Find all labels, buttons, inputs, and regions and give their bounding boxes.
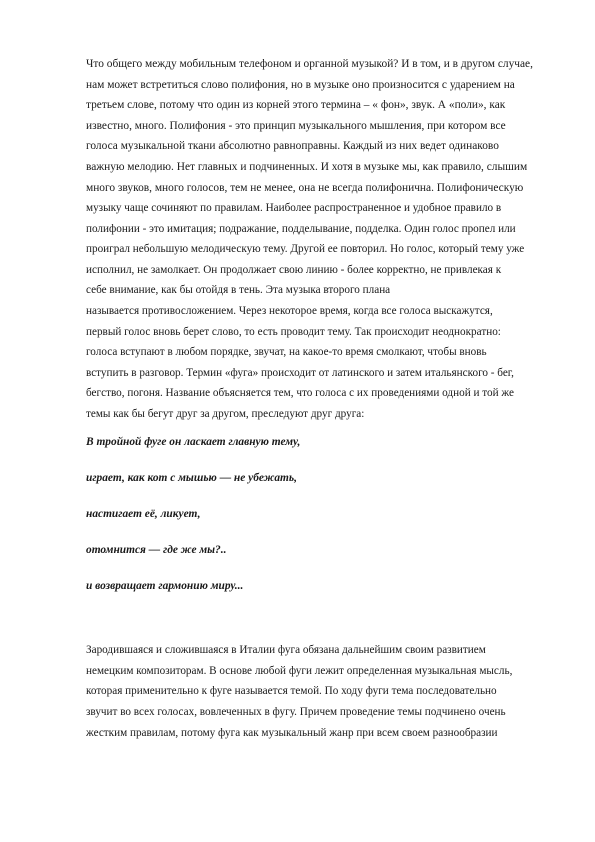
text-line: Что общего между мобильным телефоном и органной музыкой? И в том, и в другом случае, xyxy=(86,58,533,70)
text-line: важную мелодию. Нет главных и подчиненных. И хотя в музыке мы, как правило, слышим xyxy=(86,160,528,173)
text-line: звучит во всех голосах, вовлеченных в фугу. Причем проведение темы подчинено очень xyxy=(86,706,506,719)
text-line: известно, много. Полифония - это принцип музыкального мышления, при котором все xyxy=(86,119,506,132)
text-line: темы как бы бегут друг за другом, преследуют друг друга: xyxy=(86,407,365,420)
text-line: Зародившаяся и сложившаяся в Италии фуга обязана дальнейшим своим развитием xyxy=(86,644,486,656)
poem-line: отомнится — где же мы?.. xyxy=(86,544,227,556)
poem-line: настигает её, ликует, xyxy=(86,508,201,520)
text-line: бегство, погоня. Название объясняется тем, что голоса с их проведениями одной и той же xyxy=(86,387,514,400)
text-line: которая применительно к фуге называется темой. По ходу фуги тема последовательно xyxy=(86,685,497,698)
text-line: музыку чаще сочиняют по правилам. Наиболее распространенное и удобное правило в xyxy=(86,202,502,214)
poem-line: и возвращает гармонию миру... xyxy=(86,580,244,592)
paragraph-intro xyxy=(86,54,561,198)
text-line: проиграл небольшую мелодическую тему. Другой ее повторил. Но голос, который тему уже xyxy=(86,243,525,256)
text-line: нам может встретиться слово полифония, но в музыке оно произносится с ударением на xyxy=(86,78,515,91)
text-line: полифонии - это имитация; подражание, подделывание, подделка. Один голос пропел или xyxy=(86,222,516,235)
paragraph-fugue xyxy=(86,640,561,743)
poem-line: В тройной фуге он ласкает главную тему, xyxy=(86,436,301,448)
poem-quote xyxy=(86,432,561,612)
text-line: называется противосложением. Через некоторое время, когда все голоса выскажутся, xyxy=(86,304,493,317)
text-line: голоса вступают в любом порядке, звучат, на какое-то время смолкают, чтобы вновь xyxy=(86,346,487,359)
text-line: вступить в разговор. Термин «фуга» происходит от латинского и затем итальянского - бег, xyxy=(86,366,514,379)
text-line: много звуков, много голосов, тем не менее, она не всегда полифонична. Полифоническую xyxy=(86,181,524,194)
text-line: голоса музыкальной ткани абсолютно равноправны. Каждый из них ведет одинаково xyxy=(86,140,499,153)
text-line: третьем слове, потому что один из корней этого термина – « фон», звук. А «поли», как xyxy=(86,99,506,112)
text-line: исполнил, не замолкает. Он продолжает свою линию - более корректно, не привлекая к xyxy=(86,263,502,276)
text-line: первый голос вновь берет слово, то есть проводит тему. Так происходит неоднократно: xyxy=(86,325,501,338)
text-line: жестким правилам, потому фуга как музыкальный жанр при всем своем разнообразии xyxy=(86,726,498,739)
poem-line: играет, как кот с мышью — не убежать, xyxy=(86,472,297,484)
text-line: себе внимание, как бы отойдя в тень. Эта музыка второго плана xyxy=(86,284,391,297)
paragraph-polyphony xyxy=(86,198,561,425)
text-line: немецким композиторам. В основе любой фуги лежит определенная музыкальная мысль, xyxy=(86,664,513,677)
